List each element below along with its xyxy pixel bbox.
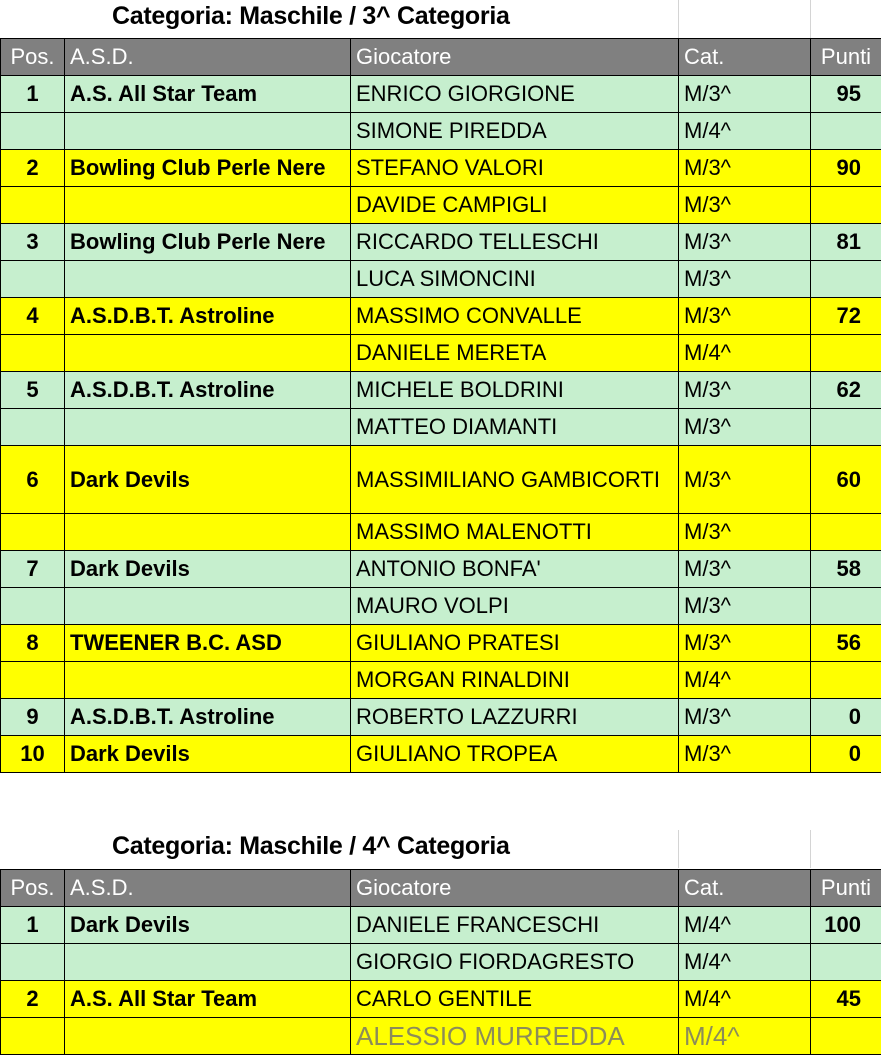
section-title: Categoria: Maschile / 3^ Categoria bbox=[112, 2, 510, 30]
position-cell[interactable]: 2 bbox=[1, 150, 65, 187]
position-cell[interactable]: 3 bbox=[1, 224, 65, 261]
category-cell[interactable]: M/3^ bbox=[679, 736, 811, 773]
points-cell[interactable] bbox=[811, 944, 881, 981]
position-cell[interactable] bbox=[1, 588, 65, 625]
category-cell[interactable]: M/4^ bbox=[679, 944, 811, 981]
club-cell[interactable]: A.S. All Star Team bbox=[65, 981, 351, 1018]
club-cell[interactable]: Dark Devils bbox=[65, 907, 351, 944]
points-cell[interactable]: 45 bbox=[811, 981, 881, 1018]
player-cell[interactable]: GIORGIO FIORDAGRESTO bbox=[351, 944, 679, 981]
category-cell[interactable]: M/3^ bbox=[679, 76, 811, 113]
position-cell[interactable]: 8 bbox=[1, 625, 65, 662]
points-cell[interactable] bbox=[811, 409, 881, 446]
player-cell[interactable]: MASSIMO MALENOTTI bbox=[351, 514, 679, 551]
standings-table-4th-category bbox=[0, 869, 881, 1055]
points-cell[interactable] bbox=[811, 1018, 881, 1055]
club-cell[interactable]: A.S.D.B.T. Astroline bbox=[65, 699, 351, 736]
player-cell[interactable]: LUCA SIMONCINI bbox=[351, 261, 679, 298]
position-cell[interactable] bbox=[1, 944, 65, 981]
table-row[interactable] bbox=[1, 907, 881, 944]
club-cell[interactable]: A.S. All Star Team bbox=[65, 76, 351, 113]
position-cell[interactable] bbox=[1, 187, 65, 224]
points-cell[interactable]: 90 bbox=[811, 150, 881, 187]
player-cell[interactable]: DANIELE MERETA bbox=[351, 335, 679, 372]
club-cell[interactable]: Dark Devils bbox=[65, 446, 351, 514]
position-cell[interactable] bbox=[1, 514, 65, 551]
points-cell[interactable]: 58 bbox=[811, 551, 881, 588]
club-cell[interactable] bbox=[65, 335, 351, 372]
player-cell[interactable]: RICCARDO TELLESCHI bbox=[351, 224, 679, 261]
category-cell[interactable]: M/3^ bbox=[679, 409, 811, 446]
col-header-player[interactable]: Giocatore bbox=[351, 39, 679, 76]
position-cell[interactable]: 5 bbox=[1, 372, 65, 409]
player-cell[interactable]: MASSIMO CONVALLE bbox=[351, 298, 679, 335]
position-cell[interactable] bbox=[1, 662, 65, 699]
category-cell[interactable]: M/4^ bbox=[679, 907, 811, 944]
player-cell[interactable]: MICHELE BOLDRINI bbox=[351, 372, 679, 409]
position-cell[interactable]: 4 bbox=[1, 298, 65, 335]
col-header-pos[interactable]: Pos. bbox=[1, 870, 65, 907]
player-cell[interactable]: MATTEO DIAMANTI bbox=[351, 409, 679, 446]
category-cell[interactable]: M/3^ bbox=[679, 224, 811, 261]
club-cell[interactable] bbox=[65, 944, 351, 981]
position-cell[interactable] bbox=[1, 409, 65, 446]
category-cell[interactable]: M/4^ bbox=[679, 981, 811, 1018]
table-row[interactable] bbox=[1, 551, 881, 588]
position-cell[interactable] bbox=[1, 261, 65, 298]
category-cell[interactable]: M/3^ bbox=[679, 625, 811, 662]
position-cell[interactable] bbox=[1, 113, 65, 150]
points-cell[interactable] bbox=[811, 187, 881, 224]
points-cell[interactable]: 60 bbox=[811, 446, 881, 514]
player-cell[interactable]: ALESSIO MURREDDA bbox=[351, 1018, 679, 1055]
table-row[interactable] bbox=[1, 514, 881, 551]
category-cell[interactable]: M/4^ bbox=[679, 335, 811, 372]
club-cell[interactable] bbox=[65, 187, 351, 224]
club-cell[interactable]: Dark Devils bbox=[65, 736, 351, 773]
col-header-club[interactable]: A.S.D. bbox=[65, 870, 351, 907]
category-cell[interactable]: M/3^ bbox=[679, 514, 811, 551]
table-row[interactable] bbox=[1, 372, 881, 409]
player-cell[interactable]: CARLO GENTILE bbox=[351, 981, 679, 1018]
club-cell[interactable] bbox=[65, 261, 351, 298]
category-cell[interactable]: M/3^ bbox=[679, 699, 811, 736]
category-cell[interactable]: M/3^ bbox=[679, 588, 811, 625]
player-cell[interactable]: MAURO VOLPI bbox=[351, 588, 679, 625]
section-title: Categoria: Maschile / 4^ Categoria bbox=[112, 832, 510, 860]
club-cell[interactable]: Bowling Club Perle Nere bbox=[65, 224, 351, 261]
points-cell[interactable]: 81 bbox=[811, 224, 881, 261]
points-cell[interactable] bbox=[811, 261, 881, 298]
position-cell[interactable]: 7 bbox=[1, 551, 65, 588]
table-header-row bbox=[1, 39, 881, 76]
table-row[interactable] bbox=[1, 446, 881, 514]
club-cell[interactable] bbox=[65, 588, 351, 625]
player-cell[interactable]: ROBERTO LAZZURRI bbox=[351, 699, 679, 736]
club-cell[interactable] bbox=[65, 409, 351, 446]
points-cell[interactable] bbox=[811, 335, 881, 372]
player-cell[interactable]: MASSIMILIANO GAMBICORTI bbox=[351, 446, 679, 514]
table-row[interactable] bbox=[1, 76, 881, 113]
club-cell[interactable] bbox=[65, 514, 351, 551]
points-cell[interactable] bbox=[811, 514, 881, 551]
table-row[interactable] bbox=[1, 409, 881, 446]
table-row[interactable] bbox=[1, 224, 881, 261]
col-header-pos[interactable]: Pos. bbox=[1, 39, 65, 76]
points-cell[interactable] bbox=[811, 588, 881, 625]
category-cell[interactable]: M/4^ bbox=[679, 662, 811, 699]
player-cell[interactable]: GIULIANO PRATESI bbox=[351, 625, 679, 662]
col-header-cat[interactable]: Cat. bbox=[679, 39, 811, 76]
points-cell[interactable]: 56 bbox=[811, 625, 881, 662]
category-cell[interactable]: M/3^ bbox=[679, 187, 811, 224]
club-cell[interactable]: A.S.D.B.T. Astroline bbox=[65, 372, 351, 409]
points-cell[interactable]: 95 bbox=[811, 76, 881, 113]
club-cell[interactable] bbox=[65, 113, 351, 150]
position-cell[interactable] bbox=[1, 1018, 65, 1055]
position-cell[interactable]: 10 bbox=[1, 736, 65, 773]
table-row[interactable] bbox=[1, 944, 881, 981]
table-row[interactable] bbox=[1, 261, 881, 298]
points-cell[interactable]: 0 bbox=[811, 736, 881, 773]
category-cell[interactable]: M/3^ bbox=[679, 298, 811, 335]
col-header-player[interactable]: Giocatore bbox=[351, 870, 679, 907]
position-cell[interactable] bbox=[1, 335, 65, 372]
category-cell[interactable]: M/3^ bbox=[679, 446, 811, 514]
col-header-club[interactable]: A.S.D. bbox=[65, 39, 351, 76]
position-cell[interactable]: 1 bbox=[1, 76, 65, 113]
table-row[interactable] bbox=[1, 187, 881, 224]
category-cell[interactable]: M/3^ bbox=[679, 261, 811, 298]
col-header-cat[interactable]: Cat. bbox=[679, 870, 811, 907]
position-cell[interactable]: 9 bbox=[1, 699, 65, 736]
player-cell[interactable]: DANIELE FRANCESCHI bbox=[351, 907, 679, 944]
club-cell[interactable]: A.S.D.B.T. Astroline bbox=[65, 298, 351, 335]
points-cell[interactable]: 100 bbox=[811, 907, 881, 944]
category-cell[interactable]: M/3^ bbox=[679, 372, 811, 409]
section-2-title-row bbox=[0, 830, 881, 868]
table-header-row bbox=[1, 870, 881, 907]
table-row[interactable] bbox=[1, 113, 881, 150]
table-row[interactable] bbox=[1, 736, 881, 773]
player-cell[interactable]: SIMONE PIREDDA bbox=[351, 113, 679, 150]
table-row[interactable] bbox=[1, 981, 881, 1018]
player-cell[interactable]: STEFANO VALORI bbox=[351, 150, 679, 187]
player-cell[interactable]: MORGAN RINALDINI bbox=[351, 662, 679, 699]
table-row[interactable] bbox=[1, 662, 881, 699]
club-cell[interactable]: Dark Devils bbox=[65, 551, 351, 588]
table-row[interactable] bbox=[1, 588, 881, 625]
points-cell[interactable]: 72 bbox=[811, 298, 881, 335]
player-cell[interactable]: ENRICO GIORGIONE bbox=[351, 76, 679, 113]
position-cell[interactable]: 1 bbox=[1, 907, 65, 944]
club-cell[interactable] bbox=[65, 1018, 351, 1055]
points-cell[interactable]: 62 bbox=[811, 372, 881, 409]
player-cell[interactable]: GIULIANO TROPEA bbox=[351, 736, 679, 773]
points-cell[interactable] bbox=[811, 113, 881, 150]
table-row[interactable] bbox=[1, 335, 881, 372]
club-cell[interactable] bbox=[65, 662, 351, 699]
table-row[interactable] bbox=[1, 699, 881, 736]
standings-table-3rd-category bbox=[0, 38, 881, 773]
points-cell[interactable]: 0 bbox=[811, 699, 881, 736]
table-row[interactable] bbox=[1, 298, 881, 335]
category-cell[interactable]: M/4^ bbox=[679, 113, 811, 150]
col-header-points[interactable]: Punti bbox=[811, 870, 881, 907]
position-cell[interactable]: 6 bbox=[1, 446, 65, 514]
player-cell[interactable]: DAVIDE CAMPIGLI bbox=[351, 187, 679, 224]
club-cell[interactable]: Bowling Club Perle Nere bbox=[65, 150, 351, 187]
category-cell[interactable]: M/3^ bbox=[679, 150, 811, 187]
points-cell[interactable] bbox=[811, 662, 881, 699]
player-cell[interactable]: ANTONIO BONFA' bbox=[351, 551, 679, 588]
col-header-points[interactable]: Punti bbox=[811, 39, 881, 76]
table-row[interactable] bbox=[1, 150, 881, 187]
position-cell[interactable]: 2 bbox=[1, 981, 65, 1018]
category-cell[interactable]: M/4^ bbox=[679, 1018, 811, 1055]
table-row[interactable] bbox=[1, 1018, 881, 1055]
section-1-title-row bbox=[0, 0, 881, 38]
table-row[interactable] bbox=[1, 625, 881, 662]
category-cell[interactable]: M/3^ bbox=[679, 551, 811, 588]
club-cell[interactable]: TWEENER B.C. ASD bbox=[65, 625, 351, 662]
